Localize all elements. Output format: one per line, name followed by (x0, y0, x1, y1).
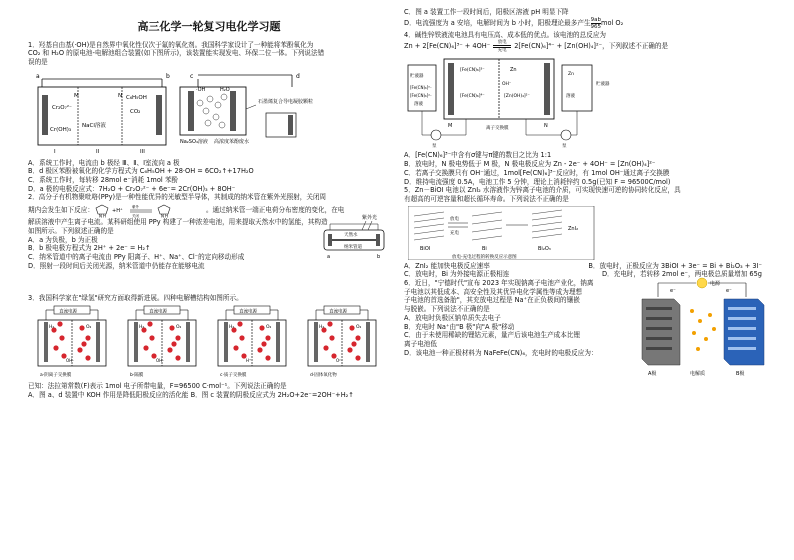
q1-option-c: C．系统工作时，每转移 28mol e⁻消耗 1mol 苯酚 (28, 176, 179, 185)
h2-label: H₂ (319, 325, 325, 331)
label-zn2: Zn (568, 72, 574, 78)
q6-block (404, 279, 770, 413)
label-B: B极 (736, 371, 745, 378)
q5-option-b: B．放电时，正极反应为 3BiOI + 3e⁻ = Bi + Bi₂O₃ + 3I⁻ (588, 261, 762, 270)
q4-option-b: B．放电时，N 极电势低于 M 极，N 极电极反应为 Zn - 2e⁻ + 4OH⁻ = [Zn(OH)₄]²⁻ (404, 160, 656, 169)
label-electrode: 石墨烯复合导电凝胶颗粒 (258, 98, 314, 105)
label-cr2o7: Cr₂O₇²⁻ (52, 104, 72, 111)
ion-label: O²⁻ (336, 358, 343, 364)
power-label: 直流电源 (149, 309, 167, 315)
q3-note: 已知：法拉第常数(F)表示 1mol 电子所带电量，F=96500 C·mol⁻¹。下列说法正确的是 (28, 382, 287, 391)
q6-stem-line: 6．近日，"宁德时代"宣布 2023 年实现钠离子电池产业化，钠离 (404, 279, 594, 288)
q6-battery-figure (636, 275, 768, 385)
label-tank-l: 贮液器 (410, 74, 424, 80)
rxn-h2: H (164, 213, 168, 219)
label-water: 天然水 (344, 232, 358, 238)
cell-caption: c·质子交换膜 (220, 373, 247, 379)
q6-stem-line: 子电池的首选备胎"，其充放电过程是 Na⁺在正负极间的镶嵌 (404, 296, 580, 305)
q1-apparatus-figure (28, 69, 390, 157)
q4-eq-left: Zn + 2[Fe(CN)₆]³⁻ + 4OH⁻ (404, 42, 491, 51)
label-M: M (74, 92, 79, 99)
label-oh: OH⁻ (502, 82, 512, 88)
frac-num: 9ab (590, 17, 601, 24)
rxn-plus: +H⁺ (111, 208, 123, 215)
page-title: 高三化学一轮复习电化学习题 (137, 20, 281, 33)
q2-stem-line: 期内会发生如下反应： (28, 205, 94, 214)
q2-stem-line: 。通过纳米管一端正电荷分布密度的变化，在电 (205, 205, 345, 214)
h2-label: H₂ (139, 325, 145, 331)
q2-option-c: C．纳米管道中的离子电流由 PPy 阳离子、H⁺、Na⁺、Cl⁻的定向移动形成 (28, 252, 245, 261)
q4-eq-arrow (493, 40, 511, 53)
q2-nanotube-figure (318, 212, 390, 260)
q4-eq-bottom: 充电 (497, 48, 507, 53)
label-I: I (54, 148, 56, 155)
label-bzfs: 高浓度苯酚废水 (214, 138, 250, 145)
rxn-uv: 紫外 (131, 205, 139, 210)
label-croh3: Cr(OH)₃ (50, 126, 72, 133)
q4-option-d: D．维持电流强度 0.5A，电池工作 5 分钟，理论上消耗锌约 0.5g(已知 F = 96500C/mol) (404, 177, 671, 186)
label-M4: M (448, 123, 453, 130)
q1-stem-line: 1．羟基自由基(·OH)是自然界中氧化性仅次于氟的氧化剂。我国科学家设计了一种能将苯酚氧化为 (28, 40, 314, 49)
q4-equation (404, 39, 770, 53)
q5-stem-line: 5．Zn－BiOI 电池以 ZnI₂ 水溶液作为锌离子电池的介质，可实现快速可逆的协同转化反应，具 (404, 186, 681, 195)
rxn-h1: H (102, 213, 106, 219)
label-tube: 纳米管道 (344, 244, 362, 250)
q1-option-a: A．系统工作时，电流由 b 极经 Ⅲ、Ⅱ、Ⅰ室流向 a 极 (28, 158, 180, 167)
cell-caption: d·固体氧化物 (310, 373, 337, 379)
power-label: 直流电源 (329, 309, 347, 315)
q4-eq-top: 放电 (497, 39, 507, 45)
frac-den: 965 (590, 24, 602, 31)
ion-label: OH⁻ (156, 358, 165, 364)
q2-option-b: B．b 极电极方程式为 2H⁺ + 2e⁻ = H₂↑ (28, 244, 151, 253)
right-column (404, 8, 770, 413)
label-fe3: [Fe(CN)₆]³⁻ (460, 68, 485, 74)
label-N: N (118, 92, 123, 99)
label-N4: N (544, 123, 548, 130)
q1-option-d: D．a 极的电极反应式：7H₂O + Cr₂O₇²⁻ + 6e⁻= 2Cr(OH)₃ + 8OH⁻ (28, 184, 236, 193)
q5-option-d: D．充电时，若转移 2mol e⁻，两电极总质量增加 65g (601, 270, 762, 279)
label-e2: e⁻ (726, 288, 732, 295)
label-c6h5oh: C₆H₅OH (126, 94, 147, 101)
q3-option-d (404, 17, 770, 31)
label-bi: Bi (482, 245, 487, 252)
q3-option-d-post: mol O₂ (601, 19, 624, 28)
q6-stem-line: 子电池以其低成本、高安全性及其优异电化学属性等成为理想 (404, 287, 583, 296)
q3-option-c: C．图 a 装置工作一段时间后，阳极区溶液 pH 明显下降 (404, 8, 569, 16)
label-II: II (96, 148, 100, 155)
q6-option-b: B．充电时 Na⁺由"B 极"向"A 极"移动 (404, 322, 515, 331)
rxn-cl: 关闭 (131, 214, 139, 219)
label-elyte: 电解质 (690, 371, 706, 378)
h2-label: H₂ (49, 325, 55, 331)
label-a2: a (327, 253, 331, 260)
q6-option-c: C．由于未使用稀缺的锂钴元素，量产后该电池生产成本比锂 (404, 331, 581, 340)
left-column (28, 0, 390, 400)
label-tank-r: 贮液器 (596, 82, 610, 88)
label-fd: 放电 (450, 216, 459, 222)
o2-label: O₂ (266, 325, 272, 331)
label-zn: Zn (510, 67, 517, 74)
cell-caption: a·阴离子交换膜 (40, 373, 72, 379)
electrolysis-cell-a (32, 304, 112, 380)
q3-option-ab: A．图 a、d 装置中 KOH 作用是降低阳极反应的活化能 B．图 c 装置的阴极反应式为 2H₂O+2e⁻=2OH⁻+H₂↑ (28, 390, 354, 399)
q1-stem-line: 误的是 (28, 57, 48, 66)
q2-reaction-figure (94, 202, 206, 218)
q4-option-c: C．若离子交换膜只有 OH⁻通过，1mol[Fe(CN)₆]³⁻反应时，有 1mol OH⁻通过离子交换膜 (404, 168, 670, 177)
o2-label: O₂ (356, 325, 362, 331)
q3-stem: 3．我国科学家在"绿氢"研究方面取得新进展。四种电解槽结构如图所示。 (28, 293, 243, 302)
label-nacl: NaCl溶液 (82, 122, 106, 129)
q3-option-d-pre: D．电流强度为 a 安培，电解时间为 b 小时，阳极理论最多产生 (404, 19, 591, 28)
q2-stem-line: 解质溶液中产生离子电流。某科研组使用 PPy 构建了一种浓差电池，用来提取天然水中的氢能，其构造 (28, 218, 328, 227)
label-e1: e⁻ (670, 288, 676, 295)
bulb-icon (697, 278, 707, 288)
label-na2so4: Na₂SO₄溶液 (180, 138, 208, 145)
q2-option-a: A．a 为负极，b 为正极 (28, 235, 98, 244)
label-zni: ZnI₂ (568, 225, 579, 232)
q4-eq-right: 2[Fe(CN)₆]⁴⁻ + [Zn(OH)₄]²⁻，下列叙述不正确的是 (514, 42, 669, 51)
power-label: 直流电源 (239, 309, 257, 315)
o2-label: O₂ (176, 325, 182, 331)
h2-label: H₂ (229, 325, 235, 331)
label-fe2: [Fe(CN)₆]⁴⁻ (410, 93, 432, 99)
label-pump1: 泵 (432, 144, 437, 150)
q1-stem-line: CO₂ 和 H₂O 的原电池-电解池组合装置(如下图所示)，该装置能实现发电、环保二位一体。下列说法错 (28, 49, 325, 58)
q6-option-d: D．该电池一种正极材料为 NaFeFe(CN)₆，充电时的电极反应为： (404, 348, 598, 357)
label-fe1: [Fe(CN)₆]³⁻ (410, 85, 432, 91)
cell-caption: b·隔膜 (130, 373, 144, 379)
label-A: A极 (648, 371, 657, 378)
q5-stem-line: 有超高的可逆容量和超长循环寿命。下列说法不正确的是 (404, 194, 569, 203)
label-pump2: 泵 (562, 144, 567, 150)
q5-option-c: C．放电时，Bi 为外接电源正极相连 (404, 270, 510, 279)
label-h2o: H₂O (220, 86, 230, 93)
label-d: d (296, 72, 300, 80)
electrolysis-cell-c (212, 304, 292, 380)
electrolysis-cell-b (122, 304, 202, 380)
power-label: 直流电源 (59, 309, 77, 315)
label-uv: 紫外光 (362, 214, 378, 221)
q2-stem-line: 2．高分子有机物聚吡咯(PPy)是一种性能优异的光敏型半导体，其制成的纳米管在紫外光照射，关闭周 (28, 193, 327, 202)
label-c: c (190, 72, 194, 80)
q6-stem-line: 与脱嵌。下列说法不正确的是 (404, 305, 490, 314)
q6-option-a: A．放电时负极区钠单质失去电子 (404, 313, 501, 322)
ion-label: OH⁻ (66, 358, 75, 364)
electrolysis-cell-d (302, 304, 382, 380)
label-oh: ·OH (196, 86, 206, 93)
label-co2: CO₂ (130, 108, 141, 115)
label-bi2o3: Bi₂O₃ (538, 245, 551, 252)
q5-option-a: A．ZnI₂ 能加快电极反应速率 (404, 261, 490, 270)
label-caption: 放电-充电过程的转换反应示意图 (452, 254, 517, 260)
label-cd: 充电 (450, 230, 459, 236)
q2-stem-line: 如图所示。下列叙述正确的是 (28, 226, 114, 235)
ion-label: H⁺ (246, 358, 252, 364)
label-sol2: 溶液 (566, 94, 575, 100)
label-sol: 溶液 (414, 102, 423, 108)
label-membrane: 离子交换膜 (486, 126, 509, 132)
q4-option-a: A．[Fe(CN)₆]³⁻中含有σ键与π键的数目之比为 1:1 (404, 151, 552, 160)
q4-flow-battery-figure (404, 55, 770, 149)
rxn-n2: N (160, 213, 164, 219)
label-fe4: [Fe(CN)₆]⁴⁻ (460, 94, 485, 100)
q2-option-d: D．照射一段时间后关闭光源，纳米管道中仍能存在能够电流 (28, 261, 205, 270)
q3-cells-figure (28, 304, 390, 380)
label-III: III (140, 148, 145, 155)
q3-fraction (591, 17, 602, 30)
rxn-n1: N (98, 213, 102, 219)
label-znoh: [Zn(OH)₄]²⁻ (504, 94, 530, 100)
label-power: 电源 (710, 281, 721, 288)
q6-option-c-cont: 离子电池低 (404, 339, 437, 348)
label-a: a (36, 72, 40, 80)
q5-conversion-figure (404, 206, 770, 260)
label-b: b (166, 72, 170, 80)
label-b2: b (377, 253, 381, 260)
q4-stem: 4．碱性锌铁液流电池具有电压高、成本低的优点。该电池的总反应为 (404, 30, 607, 39)
label-bioi: BiOI (420, 245, 431, 252)
q1-option-b: B．d 极区苯酚被氧化的化学方程式为 C₆H₅OH + 28·OH = 6CO₂↑+17H₂O (28, 167, 254, 176)
o2-label: O₂ (86, 325, 92, 331)
